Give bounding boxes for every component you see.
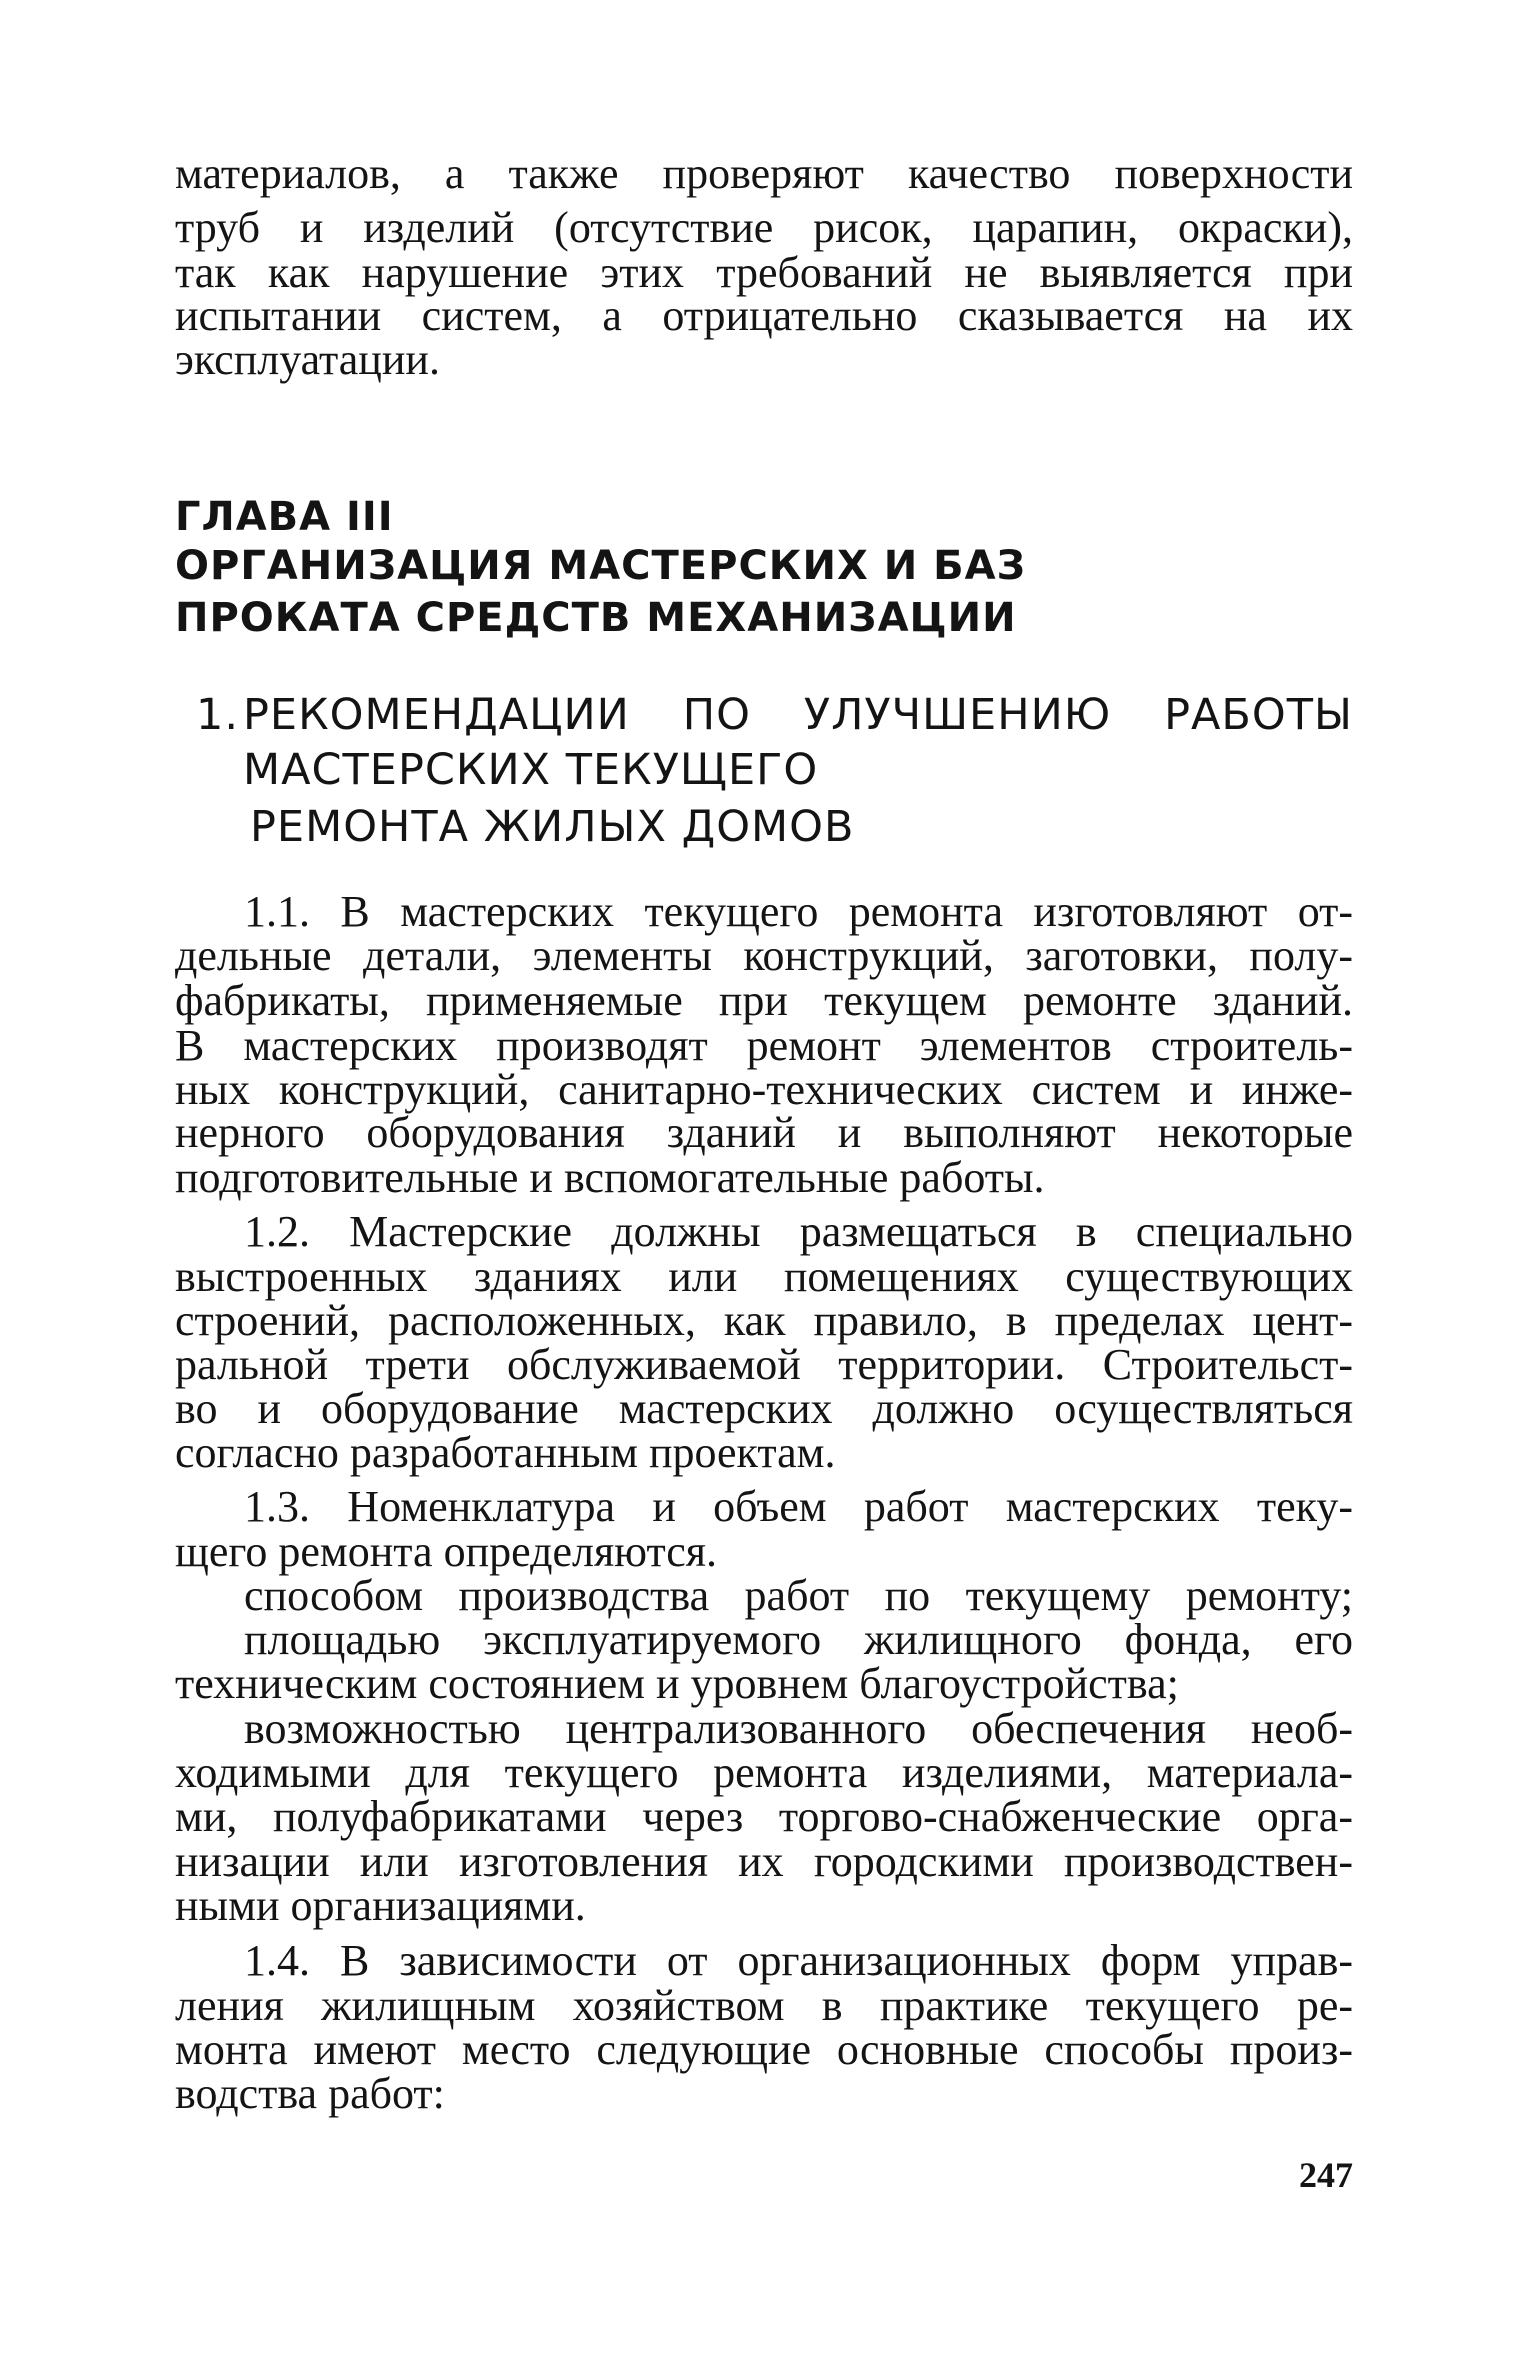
text-line: техническим состоянием и уровнем благоустройства;	[175, 1659, 1179, 1708]
text-line: монта имеют место следующие основные способы произ-	[175, 2025, 1353, 2074]
text-line: ходимыми для текущего ремонта изделиями, материала-	[175, 1748, 1353, 1797]
text-line: ными организациями.	[175, 1881, 586, 1930]
text-line: так как нарушение этих требований не выявляется при	[175, 248, 1353, 297]
list-item: возможностью централизованного обеспечения необ-	[244, 1704, 1353, 1753]
text-line: 1.2. Мастерские должны размещаться в специально	[244, 1207, 1353, 1256]
chapter-label: ГЛАВА III	[175, 494, 394, 540]
text-line: строений, расположенных, как правило, в пределах цент-	[175, 1296, 1353, 1345]
section-title-line: РЕМОНТА ЖИЛЫХ ДОМОВ	[250, 802, 855, 852]
text-line: 1.4. В зависимости от организационных форм управ-	[244, 1936, 1353, 1985]
text-line: согласно разработанным проектам.	[175, 1428, 836, 1477]
text-line: ления жилищным хозяйством в практике текущего ре-	[175, 1981, 1353, 2030]
text-line: 1.3. Номенклатура и объем работ мастерских теку-	[244, 1482, 1353, 1531]
text-line: 1.1. В мастерских текущего ремонта изготовляют от-	[244, 887, 1353, 936]
section-title-line: РЕКОМЕНДАЦИИ ПО УЛУЧШЕНИЮ РАБОТЫ	[243, 690, 1353, 740]
text-line: В мастерских производят ремонт элементов строитель-	[175, 1021, 1353, 1070]
text-line: фабрикаты, применяемые при текущем ремонте зданий.	[175, 976, 1353, 1025]
text-line: нерного оборудования зданий и выполняют некоторые	[175, 1108, 1353, 1157]
text-line: испытании систем, а отрицательно сказывается на их	[175, 291, 1353, 340]
text-line: дельные детали, элементы конструкций, заготовки, полу-	[175, 931, 1353, 980]
text-line: эксплуатации.	[175, 335, 440, 384]
text-line: щего ремонта определяются.	[175, 1527, 718, 1576]
chapter-title-line: ОРГАНИЗАЦИЯ МАСТЕРСКИХ И БАЗ	[175, 543, 1027, 589]
text-line: материалов, а также проверяют качество поверхности	[175, 149, 1353, 198]
text-line: труб и изделий (отсутствие рисок, царапин, окраски),	[175, 203, 1353, 252]
text-line: ми, полуфабрикатами через торгово-снабженческие орга-	[175, 1792, 1353, 1841]
text-line: водства работ:	[175, 2069, 445, 2118]
text-line: выстроенных зданиях или помещениях существующих	[175, 1252, 1353, 1301]
text-line: ральной трети обслуживаемой территории. Строительст-	[175, 1340, 1353, 1389]
text-line: низации или изготовления их городскими производствен-	[175, 1837, 1353, 1886]
chapter-title-line: ПРОКАТА СРЕДСТВ МЕХАНИЗАЦИИ	[175, 595, 1017, 641]
page-number: 247	[1299, 2155, 1353, 2195]
list-item: способом производства работ по текущему ремонту;	[244, 1571, 1353, 1620]
text-line: ных конструкций, санитарно-технических систем и инже-	[175, 1065, 1353, 1114]
text-line: во и оборудование мастерских должно осуществляться	[175, 1384, 1353, 1433]
section-title-line: МАСТЕРСКИХ ТЕКУЩЕГО	[243, 745, 819, 795]
text-line: подготовительные и вспомогательные работы.	[175, 1153, 1045, 1202]
list-item: площадью эксплуатируемого жилищного фонда, его	[244, 1615, 1353, 1664]
section-number: 1.	[196, 690, 240, 740]
